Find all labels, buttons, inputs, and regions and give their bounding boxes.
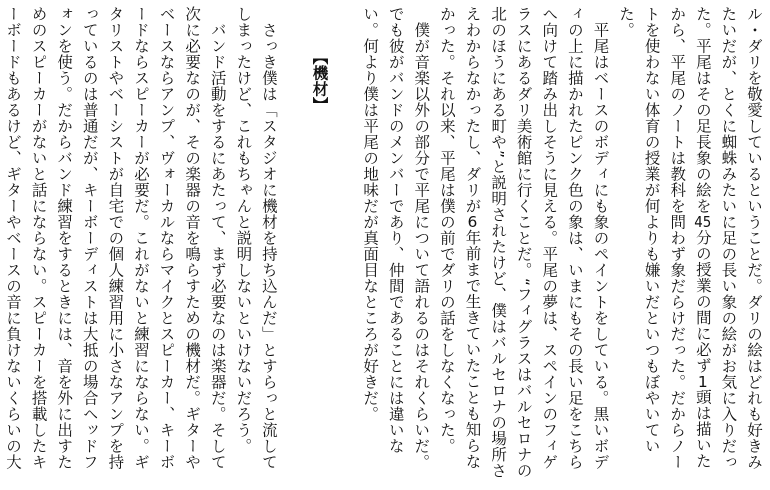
section-heading-equipment: 【機材】 [310,49,329,114]
paragraph-band-member: 僕が音楽以外の部分で平尾について語れるのはそれくらいだ。でも彼がバンドのメンバーであり、仲間であることには違いない。何より僕は平尾の地味だが真面目なところが好きだ。 [361,6,431,470]
vertical-text-body [0,6,766,484]
paragraph-dali-intro: ル・ダリを敬愛しているということだ。ダリの絵はどれも好きみたいだが、とくに蜘蛛みたいに足の長い象の絵がお気に入りだった。平尾はその足長象の絵を45分の授業の間に必ず1頭は描いたから、平尾のノートは教科を問わず象だらけだった。だからノートを使わない体育の授業が何よりも嫌いだといつもぼやいていた。 [617,6,763,470]
paragraph-equipment-intro: さっき僕は「スタジオに機材を持ち込んだ」とすらっと流してしまったけど、これもちゃんと説明しないといけないだろう。 [234,6,278,470]
paragraph-instruments-and-amps: バンド活動をするにあたって、まず必要なのは楽器だ。そして次に必要なのが、その楽器の音を鳴らすための機材だ。ギターやベースならアンプ、ヴォーカルならマイクとスピーカー、キーボードならスピーカーが必要だ。これがないと練習にならない。ギタリストやベーシストが自宅での個人練習用に小さなアンプを持っているのは普通だが、キーボーディストは大抵の場合ヘッドフォンを使う。だからバンド練習をするときには、音を外に出すためのスピーカーがないと話にならない。スピーカーを搭載したキーボードもあるけど、ギターやベースの音に負けないくらいの大 [3,6,227,470]
paragraph-bass-elephant: 平尾はベースのボディにも象のペイントをしている。黒いボディの上に描かれたピンク色の象は、いまにもその長い足をこちらへ向けて踏み出しそうに見える。平尾の夢は、スペインのフィゲラスにあるダリ美術館に行くことだ。“フィグラスはバルセロナの北のほうにある町や”と説明されたけど、僕はバルセロナの場所さえわからなかったし、ダリが6年前まで生きていたことも知らなかった。それ以来、平尾は僕の前でダリの話をしなくなった。 [437,6,610,479]
